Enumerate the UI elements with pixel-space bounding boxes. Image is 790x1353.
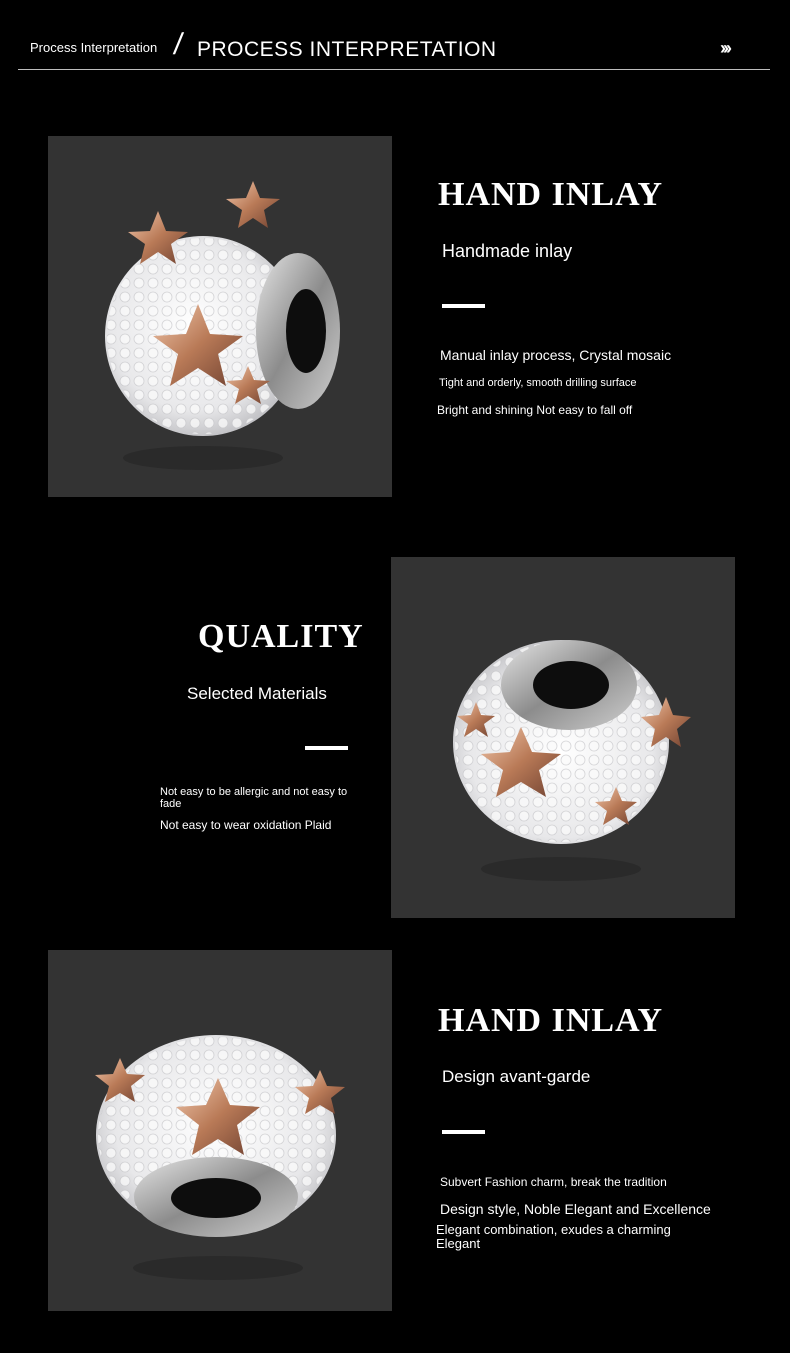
- header-slash: /: [171, 28, 185, 61]
- section-3-line-2: Design style, Noble Elegant and Excellence: [440, 1201, 711, 1217]
- section-1-line-3: Bright and shining Not easy to fall off: [437, 403, 633, 417]
- section-2-line-3: Not easy to wear oxidation Plaid: [160, 818, 332, 832]
- header-divider: [18, 69, 770, 70]
- charm-bead-image: [391, 557, 735, 918]
- header-small-label: Process Interpretation: [30, 40, 158, 55]
- section-1-title: HAND INLAY: [438, 176, 664, 213]
- section-3-title: HAND INLAY: [438, 1002, 664, 1039]
- section-2-subtitle: Selected Materials: [187, 684, 327, 703]
- section-1-line-2: Tight and orderly, smooth drilling surface: [439, 377, 637, 389]
- section-2-line-1: Not easy to be allergic and not easy to: [160, 786, 348, 798]
- section-2-dash: [305, 746, 348, 750]
- charm-photo-3: [48, 950, 392, 1311]
- section-3-line-4: Elegant: [436, 1236, 481, 1251]
- section-1-dash: [442, 304, 485, 308]
- section-header: [0, 0, 790, 72]
- section-3-subtitle: Design avant-garde: [442, 1067, 591, 1086]
- section-3-dash: [442, 1130, 485, 1134]
- section-3-line-1: Subvert Fashion charm, break the tradition: [440, 1175, 667, 1189]
- section-1-subtitle: Handmade inlay: [442, 241, 573, 261]
- charm-photo-2: [391, 557, 735, 918]
- section-1-line-1: Manual inlay process, Crystal mosaic: [440, 347, 672, 363]
- charm-bead-image: [48, 950, 392, 1311]
- section-2-title: QUALITY: [198, 618, 364, 655]
- charm-bead-image: [48, 136, 392, 497]
- section-3-line-3: Elegant combination, exudes a charming: [436, 1222, 671, 1237]
- section-2-line-2: fade: [160, 798, 182, 810]
- header-title: PROCESS INTERPRETATION: [197, 38, 497, 61]
- chevrons-right-icon: ›››: [720, 38, 729, 58]
- charm-photo-1: [48, 136, 392, 497]
